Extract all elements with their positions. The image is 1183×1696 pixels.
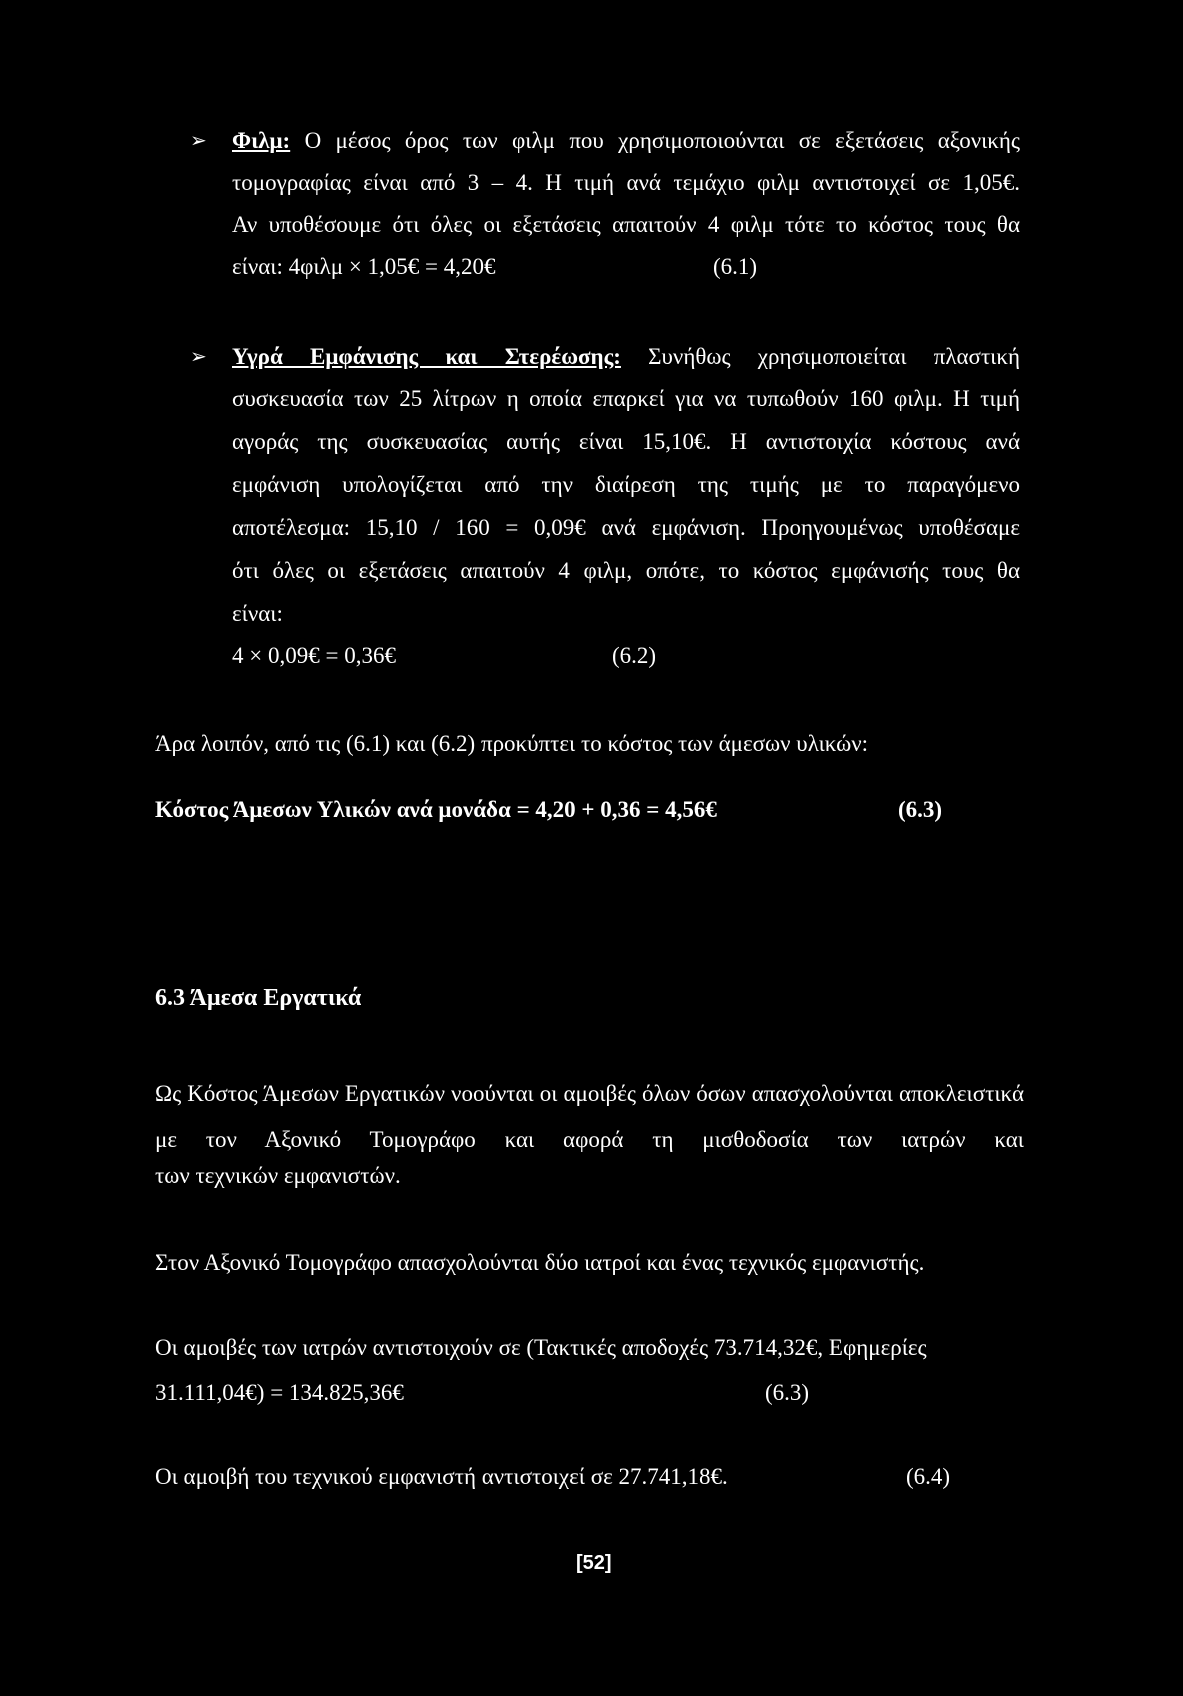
bullet1-line1 (232, 129, 1020, 152)
paragraph-3-line1: Οι αμοιβές των ιατρών αντιστοιχούν σε (Τακτικές αποδοχές 73.714,32€, Εφημερίες (155, 1335, 927, 1360)
bullet2-line1 (232, 345, 1020, 368)
bullet2-equation-number: (6.2) (612, 643, 657, 668)
bullet2-line2: συσκευασία των 25 λίτρων η οποία επαρκεί για να τυπωθούν 160 φιλμ. Η τιμή (232, 386, 1020, 411)
bullet2-lead: Υγρά Εμφάνισης και Στερέωσης: (232, 344, 621, 369)
total-equation-number: (6.3) (898, 797, 943, 822)
bullet1-line2: τομογραφίας είναι από 3 – 4. Η τιμή ανά τεμάχιο φιλμ αντιστοιχεί σε 1,05€. (232, 170, 1020, 195)
bullet2-line7: είναι: (232, 601, 283, 626)
paragraph-3-line2: 31.111,04€) = 134.825,36€ (155, 1380, 404, 1405)
bullet2-line6: ότι όλες οι εξετάσεις απαιτούν 4 φιλμ, οπότε, το κόστος εμφάνισής τους θα (232, 558, 1020, 583)
bullet1-lead: Φιλμ: (232, 128, 291, 153)
total-materials-cost: Κόστος Άμεσων Υλικών ανά μονάδα = 4,20 + 0,36 = 4,56€ (155, 797, 717, 822)
bullet1-line3: Αν υποθέσουμε ότι όλες οι εξετάσεις απαιτούν 4 φιλμ τότε το κόστος τους θα (232, 212, 1020, 237)
bullet-arrow-icon: ➢ (190, 344, 207, 368)
bullet1-formula: είναι: 4φιλμ × 1,05€ = 4,20€ (232, 254, 496, 279)
paragraph-1: Ως Κόστος Άμεσων Εργατικών νοούνται οι αμοιβές όλων όσων απασχολούνται αποκλειστικά με τον Αξονικό Τομογράφο και αφορά τη μισθοδοσία των ιατρών και (155, 1081, 1024, 1152)
bullet1-equation-number: (6.1) (713, 254, 758, 279)
paragraph-4-equation-number: (6.4) (906, 1464, 951, 1489)
paragraph-4: Οι αμοιβή του τεχνικού εμφανιστή αντιστοιχεί σε 27.741,18€. (155, 1464, 728, 1489)
bullet-arrow-icon: ➢ (190, 128, 207, 152)
bullet2-line4: εμφάνιση υπολογίζεται από την διαίρεση της τιμής με το παραγόμενο (232, 472, 1020, 497)
bullet2-formula: 4 × 0,09€ = 0,36€ (232, 643, 396, 668)
page-number: [52] (576, 1552, 612, 1574)
bullet2-line5: αποτέλεσμα: 15,10 / 160 = 0,09€ ανά εμφάνιση. Προηγουμένως υποθέσαμε (232, 515, 1020, 540)
summary-line: Άρα λοιπόν, από τις (6.1) και (6.2) προκύπτει το κόστος των άμεσων υλικών: (155, 731, 869, 756)
bullet1-line1-text: Ο μέσος όρος των φιλμ που χρησιμοποιούνται σε εξετάσεις αξονικής (304, 128, 1021, 153)
paragraph-2: Στον Αξονικό Τομογράφο απασχολούνται δύο ιατροί και ένας τεχνικός εμφανιστής. (155, 1250, 925, 1275)
paragraph-1-last-line: των τεχνικών εμφανιστών. (155, 1163, 401, 1188)
bullet2-line3: αγοράς της συσκευασίας αυτής είναι 15,10€. Η αντιστοιχία κόστους ανά (232, 429, 1020, 454)
bullet2-line1-text: Συνήθως χρησιμοποιείται πλαστική (648, 344, 1020, 369)
paragraph-3-equation-number: (6.3) (765, 1380, 810, 1405)
section-heading: 6.3 Άμεσα Εργατικά (155, 985, 362, 1011)
